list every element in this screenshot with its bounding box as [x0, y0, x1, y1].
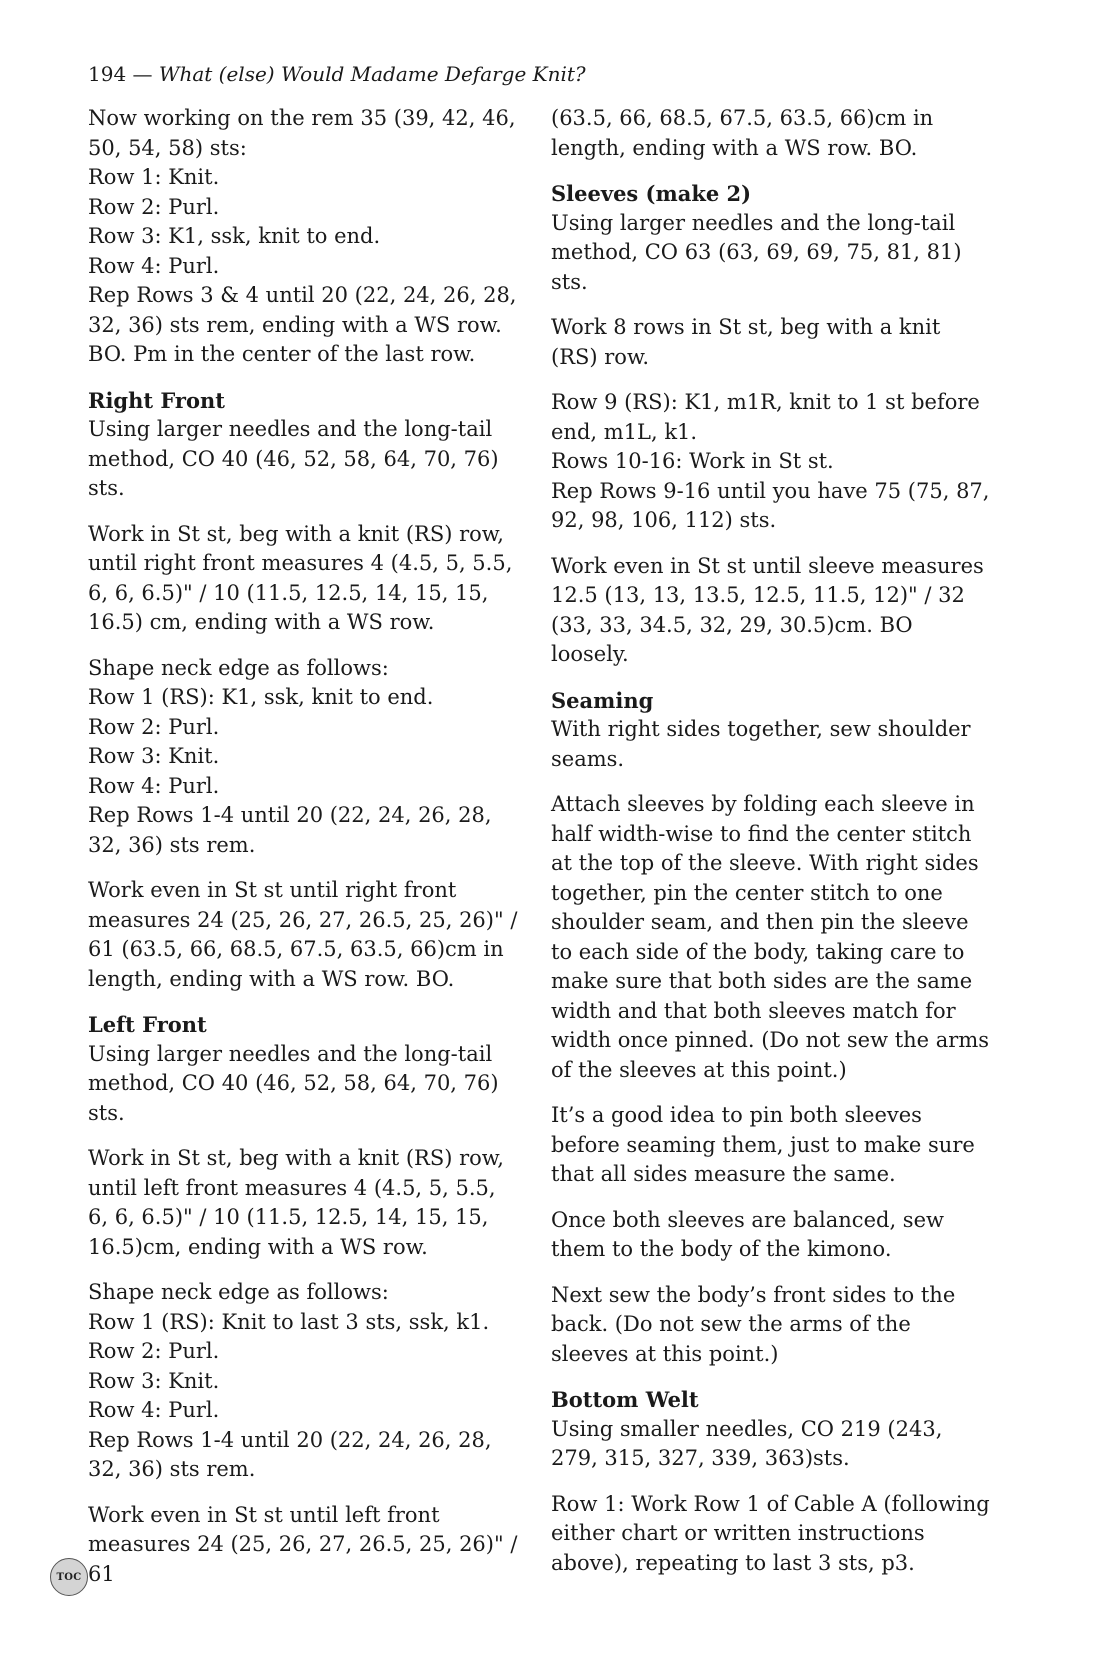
shape-neck-block [88, 654, 518, 861]
section-heading: Right Front [88, 387, 225, 413]
paragraph: Work even in St st until left front measures 24 (25, 26, 27, 26.5, 25, 26)" / 61 [88, 1502, 518, 1586]
increase-block [551, 388, 991, 536]
instruction-line: Row 2: Purl. [88, 714, 220, 739]
instruction-line: Row 4: Purl. [88, 773, 220, 798]
instruction-line: Rep Rows 1-4 until 20 (22, 24, 26, 28, 32, 36) sts rem. [88, 1427, 492, 1481]
section-heading: Seaming [551, 687, 654, 713]
paragraph: Using smaller needles, CO 219 (243, 279, 315, 327, 339, 363)sts. [551, 1416, 943, 1470]
paragraph: With right sides together, sew shoulder seams. [551, 717, 971, 771]
section-heading: Left Front [88, 1012, 207, 1037]
instruction-line: Rep Rows 1-4 until 20 (22, 24, 26, 28, 32, 36) sts rem. [88, 803, 492, 857]
paragraph-block [551, 1281, 991, 1370]
paragraph-block [88, 1501, 518, 1590]
instruction-line: Row 2: Purl. [88, 194, 220, 219]
book-title: What (else) Would Madame Defarge Knit? [158, 62, 586, 86]
paragraph-block [88, 520, 518, 638]
toc-label: TOC [56, 1571, 82, 1583]
paragraph: Work in St st, beg with a knit (RS) row, until left front measures 4 (4.5, 5, 5.5, 6, 6, 6.5)" / 10 (11.5, 12.5, 14, 15, 15, 16.5)cm, ending with a WS row. [88, 1146, 504, 1259]
instruction-line: Rep Rows 9-16 until you have 75 (75, 87, 92, 98, 106, 112) sts. [551, 478, 990, 532]
paragraph: Attach sleeves by folding each sleeve in half width-wise to find the center stitch at the top of the sleeve. With right sides together, pin the center stitch to one shoulder seam, and then pin the sleeve to each side of the body, taking care to make sure that both sides are the same width and that both sleeves match for width once pinned. (Do not sew the arms of the sleeves at this point.) [551, 792, 990, 1082]
paragraph-block [551, 790, 991, 1085]
paragraph: Next sew the body’s front sides to the back. (Do not sew the arms of the sleeves at this point.) [551, 1282, 956, 1366]
instruction-line: Row 1: Knit. [88, 165, 220, 189]
instruction-line: Rep Rows 3 & 4 until 20 (22, 24, 26, 28, 32, 36) sts rem, ending with a WS row. [88, 283, 517, 337]
back-continued-section [88, 104, 518, 370]
paragraph: It’s a good idea to pin both sleeves before seaming them, just to make sure that all sides measure the same. [551, 1103, 975, 1186]
sleeves-section [551, 179, 991, 297]
section-heading: Bottom Welt [551, 1387, 699, 1412]
instruction-line: Row 9 (RS): K1, m1R, knit to 1 st before end, m1L, k1. [551, 390, 980, 444]
instruction-line: Rows 10-16: Work in St st. [551, 449, 834, 473]
paragraph: Once both sleeves are balanced, sew them to the body of the kimono. [551, 1207, 944, 1261]
left-front-section [88, 1010, 518, 1128]
running-head [88, 62, 586, 86]
paragraph-block [88, 1144, 518, 1262]
instruction-line: Now working on the rem 35 (39, 42, 46, 50, 54, 58) sts: [88, 106, 516, 160]
section-heading: Sleeves (make 2) [551, 181, 752, 206]
shape-neck-block [88, 1278, 518, 1485]
instruction-line: Row 4: Purl. [88, 253, 220, 278]
instruction-line: Row 2: Purl. [88, 1339, 220, 1363]
paragraph: Row 1: Work Row 1 of Cable A (following either chart or written instructions above), repeating to last 3 sts, p3. [551, 1491, 990, 1575]
instruction-line: Row 1 (RS): Knit to last 3 sts, ssk, k1. [88, 1309, 490, 1334]
paragraph: Work 8 rows in St st, beg with a knit (RS) row. [551, 315, 941, 369]
instruction-line: Row 3: Knit. [88, 744, 220, 768]
paragraph: Using larger needles and the long-tail method, CO 40 (46, 52, 58, 64, 70, 76) sts. [88, 417, 499, 500]
bottom-welt-section [551, 1385, 991, 1474]
paragraph: Work even in St st until sleeve measures 12.5 (13, 13, 13.5, 12.5, 11.5, 12)" / 32 (33, 33, 34.5, 32, 29, 30.5)cm. BO loosely. [551, 553, 984, 666]
instruction-line: Row 1 (RS): K1, ssk, knit to end. [88, 685, 434, 709]
paragraph-block [551, 1490, 991, 1579]
instruction-line: Row 3: K1, ssk, knit to end. [88, 224, 381, 248]
paragraph-block [551, 552, 991, 670]
header-separator: — [126, 62, 159, 86]
page-number: 194 [88, 62, 127, 86]
right-column [551, 104, 991, 1594]
paragraph-block [551, 1101, 991, 1190]
instruction-line: BO. Pm in the center of the last row. [88, 342, 476, 366]
paragraph-block [551, 1206, 991, 1265]
seaming-section [551, 686, 991, 775]
paragraph: Work even in St st until right front measures 24 (25, 26, 27, 26.5, 25, 26)" / 61 (63.5, 66, 68.5, 67.5, 63.5, 66)cm in length, ending with a WS row. BO. [88, 878, 518, 991]
instruction-line: Row 4: Purl. [88, 1398, 220, 1422]
paragraph-block [551, 104, 991, 163]
paragraph-block [551, 313, 991, 372]
paragraph: Using larger needles and the long-tail method, CO 40 (46, 52, 58, 64, 70, 76) sts. [88, 1041, 499, 1125]
paragraph: (63.5, 66, 68.5, 67.5, 63.5, 66)cm in length, ending with a WS row. BO. [551, 106, 934, 160]
right-front-section [88, 386, 518, 504]
instruction-line: Shape neck edge as follows: [88, 1280, 389, 1304]
paragraph-block [88, 876, 518, 994]
instruction-line: Shape neck edge as follows: [88, 655, 389, 680]
left-column [88, 104, 518, 1605]
toc-button[interactable] [50, 1558, 88, 1596]
paragraph: Work in St st, beg with a knit (RS) row, until right front measures 4 (4.5, 5, 5.5, 6, 6, 6.5)" / 10 (11.5, 12.5, 14, 15, 15, 16.5) cm, ending with a WS row. [88, 521, 513, 634]
paragraph: Using larger needles and the long-tail method, CO 63 (63, 69, 69, 75, 81, 81) sts. [551, 210, 962, 294]
instruction-line: Row 3: Knit. [88, 1368, 220, 1393]
